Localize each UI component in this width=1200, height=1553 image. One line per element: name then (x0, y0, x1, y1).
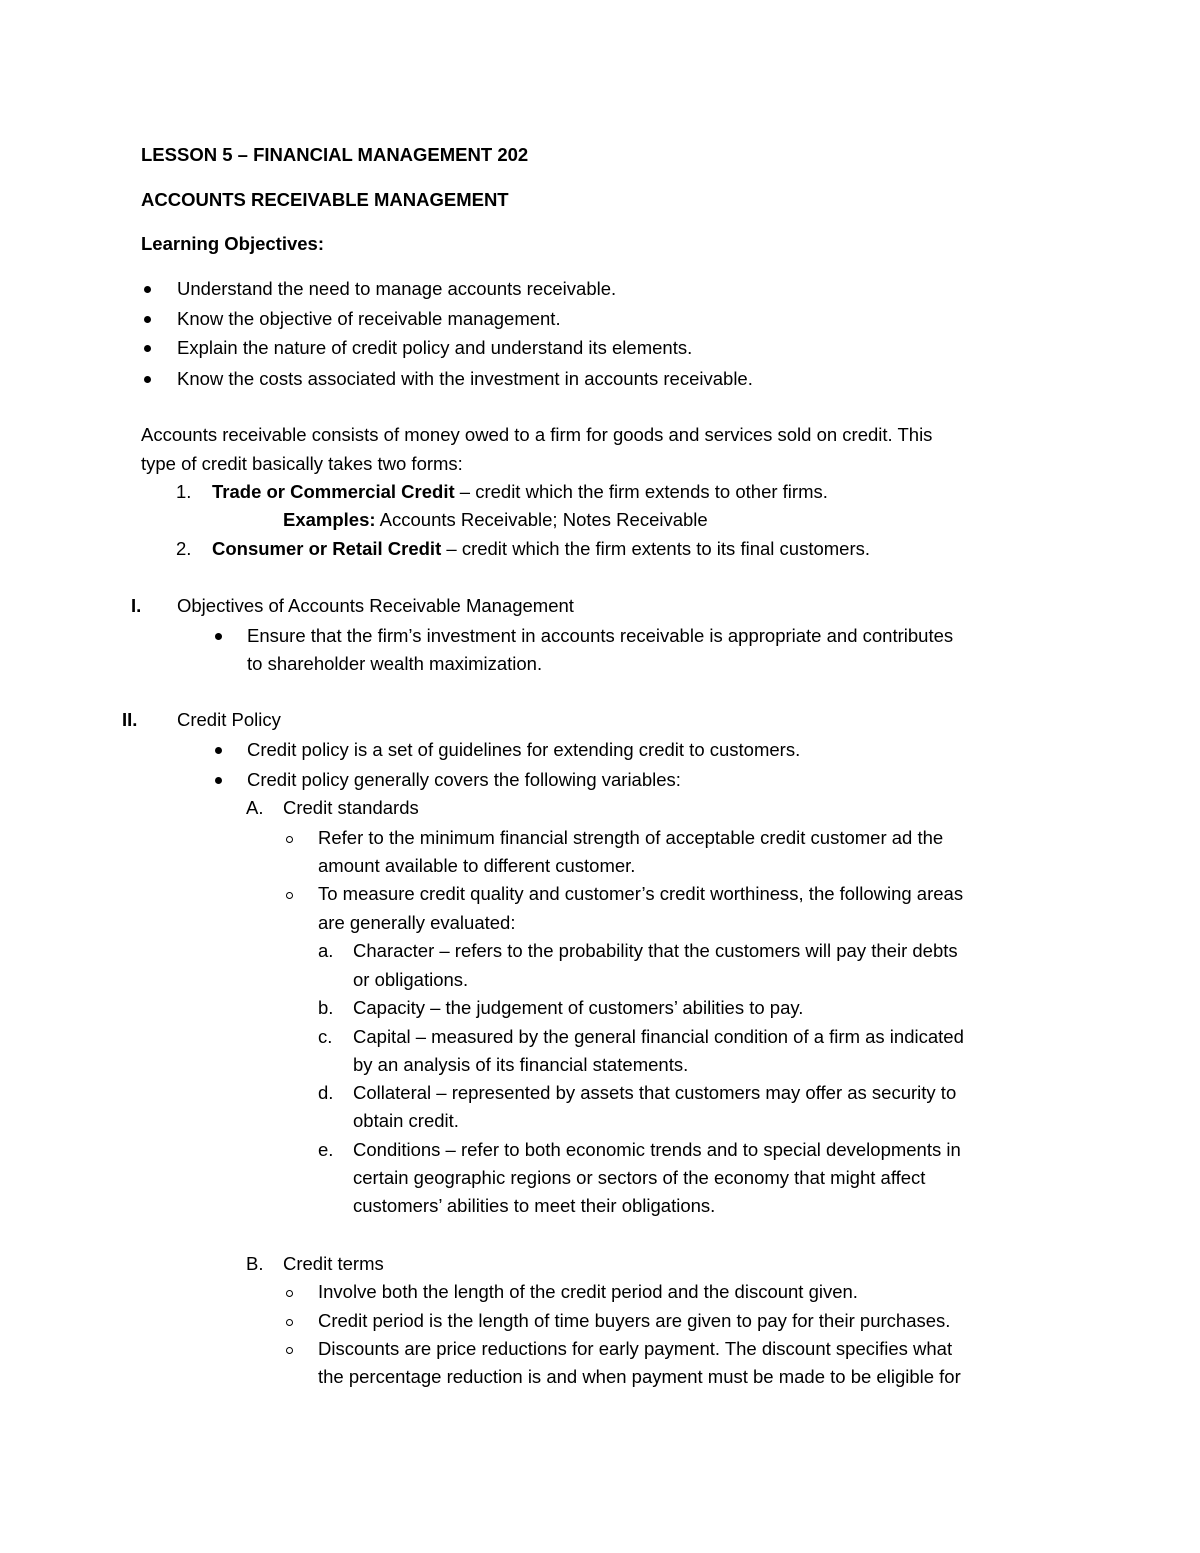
objective-item: Understand the need to manage accounts receivable. (177, 278, 617, 299)
credit-form-item (212, 535, 870, 564)
item-letter: d. (318, 1082, 334, 1103)
section-numeral: II. (122, 709, 138, 730)
criterion-text: by an analysis of its financial statements. (353, 1054, 689, 1075)
credit-form-desc: – credit which the firm extents to its final customers. (441, 538, 870, 559)
lesson-title: LESSON 5 – FINANCIAL MANAGEMENT 202 (141, 144, 529, 165)
examples-text: Accounts Receivable; Notes Receivable (375, 509, 708, 530)
bullet-text: Ensure that the firm’s investment in accounts receivable is appropriate and contributes (247, 625, 954, 646)
section-title: Credit Policy (177, 709, 281, 730)
item-letter: a. (318, 940, 334, 961)
circle-bullet-icon (286, 892, 293, 899)
bullet-text: Credit policy is a set of guidelines for extending credit to customers. (247, 739, 801, 760)
subsection-title: Credit terms (283, 1253, 384, 1274)
intro-line: type of credit basically takes two forms: (141, 453, 463, 474)
sub-bullet-text: Involve both the length of the credit period and the discount given. (318, 1281, 858, 1302)
examples-label: Examples: (283, 509, 376, 530)
section-numeral: I. (131, 595, 142, 616)
credit-form-term: Trade or Commercial Credit (212, 481, 455, 502)
circle-bullet-icon (286, 836, 293, 843)
criterion-text: Conditions – refer to both economic trends and to special developments in (353, 1139, 961, 1160)
bullet-icon (144, 376, 151, 383)
credit-form-desc: – credit which the firm extends to other firms. (454, 481, 828, 502)
bullet-icon (144, 286, 151, 293)
sub-bullet-text: Discounts are price reductions for early payment. The discount specifies what (318, 1338, 953, 1359)
bullet-icon (215, 777, 222, 784)
objective-item: Know the objective of receivable management. (177, 308, 561, 329)
section-title: Objectives of Accounts Receivable Management (177, 595, 574, 616)
subsection-letter: A. (246, 797, 264, 818)
bullet-icon (215, 747, 222, 754)
bullet-text: Credit policy generally covers the following variables: (247, 769, 681, 790)
objective-item: Explain the nature of credit policy and understand its elements. (177, 337, 693, 358)
circle-bullet-icon (286, 1319, 293, 1326)
item-letter: e. (318, 1139, 334, 1160)
bullet-icon (144, 345, 151, 352)
criterion-text: customers’ abilities to meet their obligations. (353, 1195, 716, 1216)
criterion-text: or obligations. (353, 969, 469, 990)
bullet-icon (215, 633, 222, 640)
criterion-text: Capacity – the judgement of customers’ abilities to pay. (353, 997, 804, 1018)
bullet-icon (144, 316, 151, 323)
sub-bullet-text: are generally evaluated: (318, 912, 516, 933)
subsection-letter: B. (246, 1253, 264, 1274)
sub-bullet-text: Refer to the minimum financial strength of acceptable credit customer ad the (318, 827, 944, 848)
sub-bullet-text: the percentage reduction is and when payment must be made to be eligible for (318, 1366, 961, 1387)
credit-form-item (212, 478, 828, 507)
list-number: 2. (176, 538, 192, 559)
topic-title: ACCOUNTS RECEIVABLE MANAGEMENT (141, 189, 509, 210)
objectives-heading: Learning Objectives: (141, 233, 324, 254)
criterion-text: Collateral – represented by assets that customers may offer as security to (353, 1082, 957, 1103)
examples-line (283, 506, 708, 535)
credit-form-term: Consumer or Retail Credit (212, 538, 442, 559)
bullet-text: to shareholder wealth maximization. (247, 653, 543, 674)
criterion-text: Capital – measured by the general financial condition of a firm as indicated (353, 1026, 964, 1047)
intro-line: Accounts receivable consists of money owed to a firm for goods and services sold on credit. This (141, 424, 933, 445)
criterion-text: Character – refers to the probability that the customers will pay their debts (353, 940, 958, 961)
item-letter: c. (318, 1026, 333, 1047)
sub-bullet-text: To measure credit quality and customer’s credit worthiness, the following areas (318, 883, 964, 904)
criterion-text: certain geographic regions or sectors of the economy that might affect (353, 1167, 926, 1188)
sub-bullet-text: Credit period is the length of time buyers are given to pay for their purchases. (318, 1310, 951, 1331)
criterion-text: obtain credit. (353, 1110, 459, 1131)
circle-bullet-icon (286, 1290, 293, 1297)
list-number: 1. (176, 481, 192, 502)
item-letter: b. (318, 997, 334, 1018)
sub-bullet-text: amount available to different customer. (318, 855, 636, 876)
subsection-title: Credit standards (283, 797, 419, 818)
circle-bullet-icon (286, 1347, 293, 1354)
objective-item: Know the costs associated with the investment in accounts receivable. (177, 368, 753, 389)
